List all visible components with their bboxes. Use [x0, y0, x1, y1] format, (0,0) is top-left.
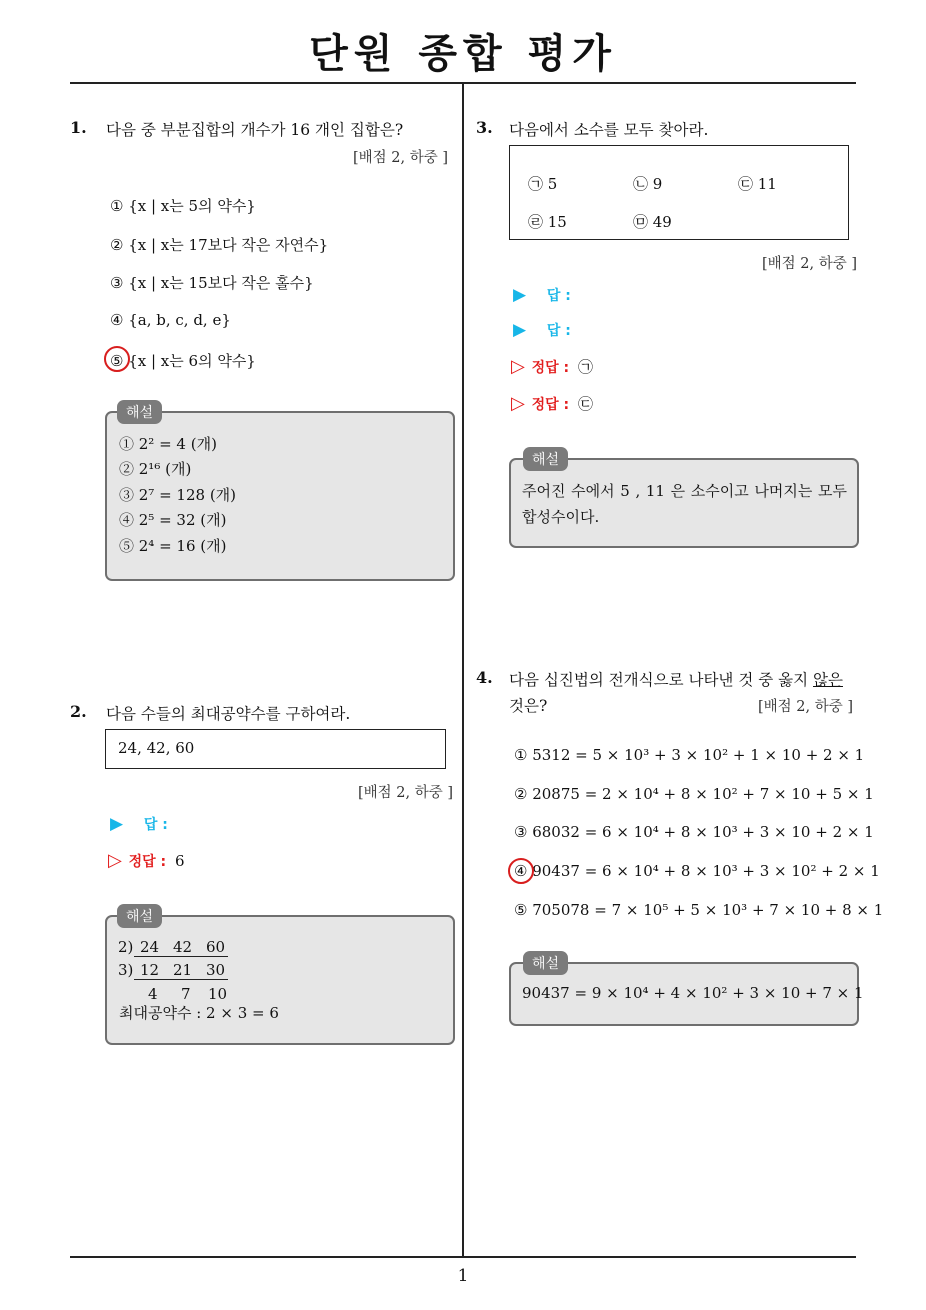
correct-arrow-icon: ▷ — [511, 393, 525, 414]
question-number: 4. — [476, 668, 493, 687]
page-number: 1 — [457, 1266, 469, 1286]
score-meta: [배점 2, 하중 ] — [357, 785, 453, 801]
question-number: 3. — [476, 118, 493, 137]
explanation-tag: 해설 — [523, 951, 568, 975]
explanation-line-2: ② 2¹⁶ (개) — [119, 460, 192, 478]
explanation-line-3: ③ 2⁷ = 128 (개) — [119, 486, 237, 504]
option-4[interactable]: ④ 90437 = 6 × 10⁴ + 8 × 10³ + 3 × 10² + 2 × 1 — [514, 862, 880, 880]
question-text-a: 다음 십진법의 전개식으로 나타낸 것 중 옳지 — [509, 671, 814, 689]
explanation-tag: 해설 — [117, 904, 162, 928]
question-text-b: 것은? — [509, 697, 548, 715]
option-5[interactable]: ⑤ {x | x는 6의 약수} — [110, 352, 256, 370]
correct-label: 정답 : — [128, 854, 167, 870]
items-box — [509, 145, 849, 240]
option-2[interactable]: ② 20875 = 2 × 10⁴ + 8 × 10² + 7 × 10 + 5 × 1 — [514, 785, 874, 803]
answer-label: 답 : — [143, 817, 168, 833]
question-text-underlined: 않은 — [813, 671, 843, 689]
question-number: 1. — [70, 118, 87, 137]
dividend: 42 — [173, 938, 193, 956]
option-5[interactable]: ⑤ 705078 = 7 × 10⁵ + 5 × 10³ + 7 × 10 + 8 × 1 — [514, 901, 884, 919]
answer-row-2 — [513, 320, 571, 340]
column-divider — [462, 83, 464, 1258]
dividend: 60 — [206, 938, 226, 956]
explanation-line-4: ④ 2⁵ = 32 (개) — [119, 511, 227, 529]
score-meta: [배점 2, 하중 ] — [757, 699, 853, 715]
answer-label: 답 : — [546, 288, 571, 304]
footer-rule — [70, 1256, 856, 1258]
correct-answer-row-2 — [511, 393, 593, 414]
score-meta: [배점 2, 하중 ] — [761, 256, 857, 272]
question-text: 다음에서 소수를 모두 찾아라. — [509, 121, 709, 139]
question-text: 다음 중 부분집합의 개수가 16 개인 집합은? — [106, 121, 404, 139]
correct-answer-circle-icon — [104, 346, 130, 372]
dividend: 24 — [140, 938, 160, 956]
divisor: 3) — [118, 961, 134, 979]
option-1[interactable]: ① 5312 = 5 × 10³ + 3 × 10² + 1 × 10 + 2 × 1 — [514, 746, 865, 764]
explanation-tag: 해설 — [117, 400, 162, 424]
correct-arrow-icon: ▷ — [108, 850, 122, 871]
score-meta: [배점 2, 하중 ] — [352, 150, 448, 166]
correct-arrow-icon: ▷ — [511, 356, 525, 377]
quotient: 10 — [208, 985, 228, 1003]
question-text: 다음 수들의 최대공약수를 구하여라. — [106, 705, 351, 723]
answer-arrow-icon: ▶ — [110, 814, 124, 834]
answer-row-1 — [513, 285, 571, 305]
item-a: ㉠ 5 — [528, 175, 558, 193]
divisor: 2) — [118, 938, 134, 956]
explanation-line-1: ① 2² = 4 (개) — [119, 435, 217, 453]
given-numbers: 24, 42, 60 — [118, 739, 195, 757]
option-3[interactable]: ③ {x | x는 15보다 작은 홀수} — [110, 274, 314, 292]
dividend: 30 — [206, 961, 226, 979]
correct-answer-row — [108, 850, 184, 871]
question-number: 2. — [70, 702, 87, 721]
option-2[interactable]: ② {x | x는 17보다 작은 자연수} — [110, 236, 329, 254]
dividend: 21 — [173, 961, 193, 979]
item-b: ㉡ 9 — [633, 175, 663, 193]
correct-value: ㉢ — [577, 395, 593, 413]
correct-value: ㉠ — [577, 358, 593, 376]
explanation-tag: 해설 — [523, 447, 568, 471]
quotient: 4 — [148, 985, 158, 1003]
correct-label: 정답 : — [531, 360, 570, 376]
option-3[interactable]: ③ 68032 = 6 × 10⁴ + 8 × 10³ + 3 × 10 + 2 × 1 — [514, 823, 874, 841]
correct-answer-row-1 — [511, 356, 593, 377]
item-d: ㉣ 15 — [528, 213, 567, 231]
dividend: 12 — [140, 961, 160, 979]
question-text — [509, 668, 843, 690]
quotient: 7 — [181, 985, 191, 1003]
correct-answer-circle-icon — [508, 858, 534, 884]
answer-label: 답 : — [546, 323, 571, 339]
option-4[interactable]: ④ {a, b, c, d, e} — [110, 311, 231, 329]
page-title: 단원 종합 평가 — [309, 31, 617, 77]
explanation-result: 최대공약수 : 2 × 3 = 6 — [119, 1004, 279, 1022]
answer-row — [110, 814, 168, 834]
answer-arrow-icon: ▶ — [513, 320, 527, 340]
answer-arrow-icon: ▶ — [513, 285, 527, 305]
item-e: ㉤ 49 — [633, 213, 672, 231]
correct-value: 6 — [174, 852, 185, 870]
correct-label: 정답 : — [531, 397, 570, 413]
option-1[interactable]: ① {x | x는 5의 약수} — [110, 197, 256, 215]
explanation-line-5: ⑤ 2⁴ = 16 (개) — [119, 537, 227, 555]
given-numbers-box — [105, 729, 446, 769]
explanation-text: 90437 = 9 × 10⁴ + 4 × 10² + 3 × 10 + 7 × 1 — [522, 984, 864, 1002]
item-c: ㉢ 11 — [738, 175, 777, 193]
explanation-text: 주어진 수에서 5 , 11 은 소수이고 나머지는 모두 합성수이다. — [522, 482, 847, 526]
